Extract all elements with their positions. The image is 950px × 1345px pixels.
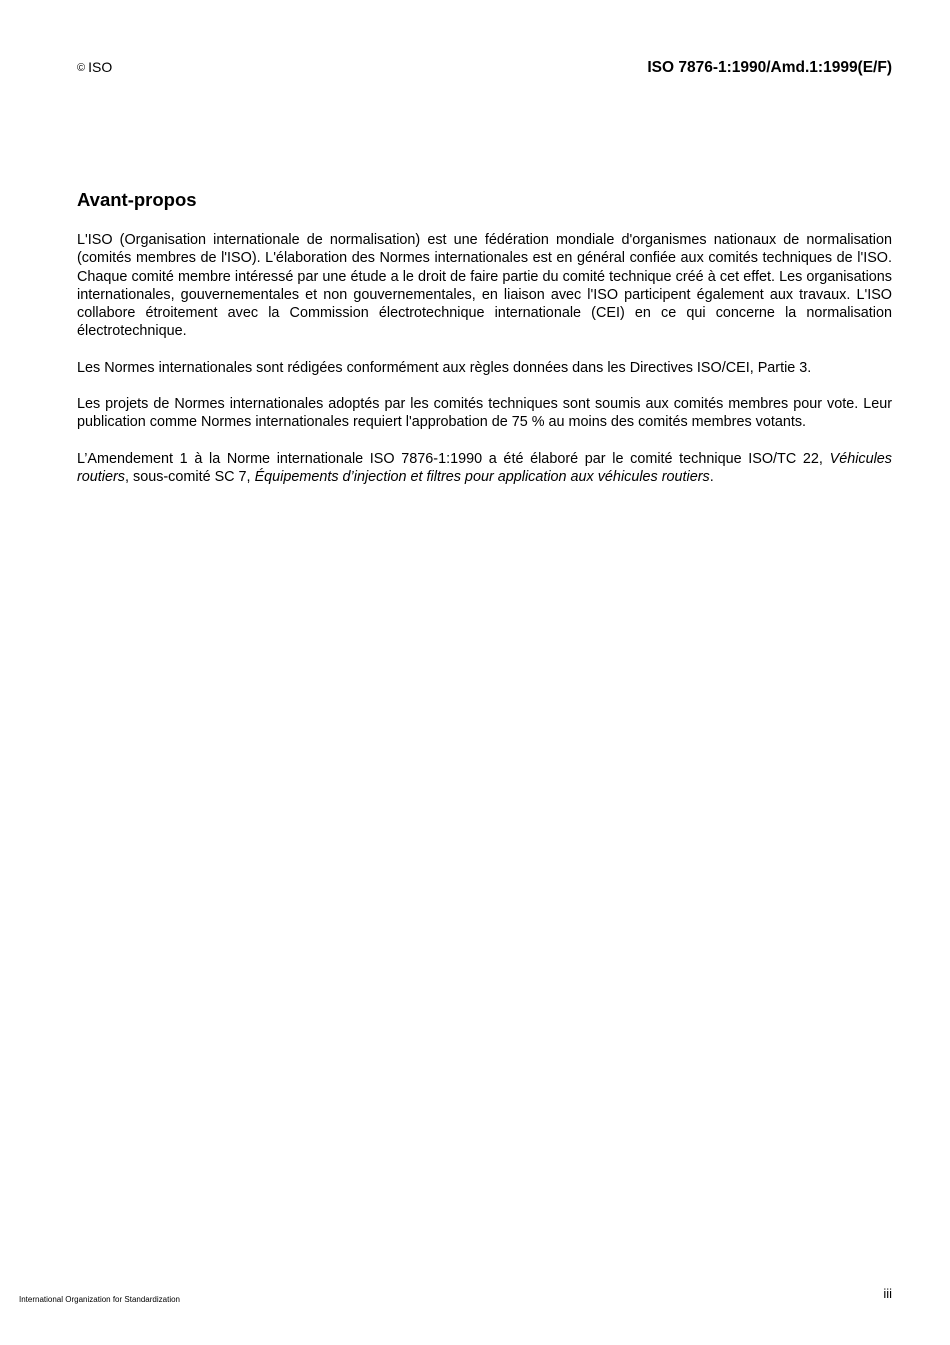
paragraph-4-text-b: , sous-comité SC 7, xyxy=(125,468,255,485)
foreword-section xyxy=(77,189,892,504)
header-copyright xyxy=(77,59,112,76)
section-title: Avant-propos xyxy=(77,189,197,210)
paragraph-3: Les projets de Normes internationales adoptés par les comités techniques sont soumis aux comités membres pour vote. Leur publication comme Normes internationales requiert l'approbation de 75 % au moins des comités membres votants. xyxy=(77,396,892,431)
paragraph-1: L'ISO (Organisation internationale de normalisation) est une fédération mondiale d'organismes nationaux de normalisation (comités membres de l'ISO). L'élaboration des Normes internationales est en général confiée aux comités techniques de l'ISO. Chaque comité membre intéressé par une étude a le droit de faire partie du comité technique créé à cet effet. Les organisations internationales, gouvernementales et non gouvernementales, en liaison avec l'ISO participent également aux travaux. L'ISO collabore étroitement avec la Commission électrotechnique internationale (CEI) en ce qui concerne la normalisation électrotechnique. xyxy=(77,232,892,340)
paragraph-2: Les Normes internationales sont rédigées conformément aux règles données dans les Directives ISO/CEI, Partie 3. xyxy=(77,359,812,376)
header-org: ISO xyxy=(88,59,113,75)
page-number: iii xyxy=(883,1286,892,1301)
copyright-symbol: © xyxy=(77,62,86,74)
paragraph-4-text-c: . xyxy=(709,468,714,485)
subcommittee-name: Équipements d’injection et filtres pour application aux véhicules routiers xyxy=(254,468,710,485)
committee-name: Véhicules routiers xyxy=(77,450,892,485)
paragraph-4-text-a: L’Amendement 1 à la Norme internationale ISO 7876-1:1990 a été élaboré par le comité technique ISO/TC 22, xyxy=(77,450,830,467)
footer-organization: International Organization for Standardization xyxy=(19,1295,180,1304)
document-number: ISO 7876-1:1990/Amd.1:1999(E/F) xyxy=(647,59,892,76)
paragraph-4 xyxy=(77,450,892,487)
